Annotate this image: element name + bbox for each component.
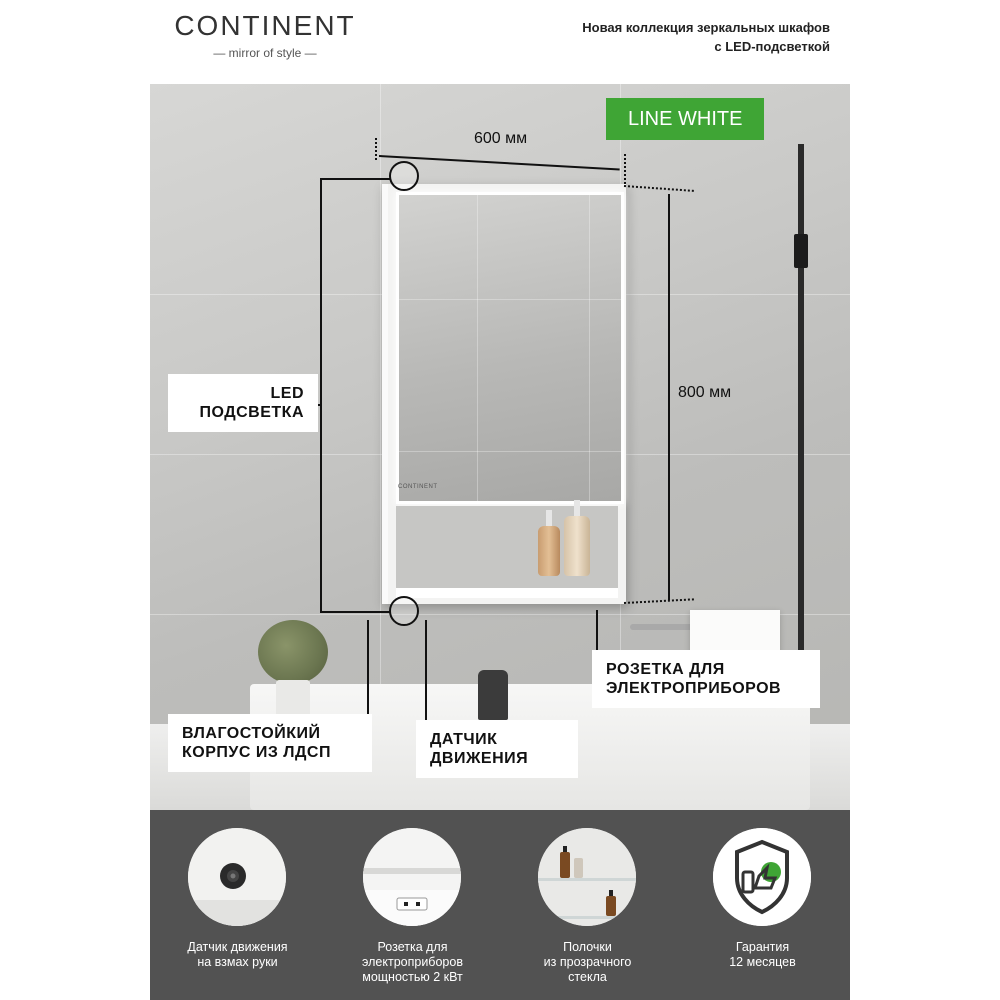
callout-sensor-line-1: ДАТЧИК: [430, 731, 498, 748]
callout-socket-line-1: РОЗЕТКА ДЛЯ: [606, 661, 725, 678]
height-dimension-label: 800 мм: [678, 384, 732, 401]
header: [0, 0, 1000, 84]
leader-line: [320, 178, 322, 612]
power-socket-icon: [363, 828, 461, 926]
bottle-pump: [546, 510, 552, 526]
brand-logo: [170, 10, 360, 60]
motion-sensor-icon: [188, 828, 286, 926]
leader-line: [320, 611, 390, 613]
brand-name: CONTINENT: [174, 10, 356, 41]
dimension-tick: [375, 138, 377, 160]
open-shelf-niche: [396, 506, 618, 594]
tagline-line-1: Новая коллекция зеркальных шкафов: [582, 20, 830, 35]
width-dimension-label: 600 мм: [474, 130, 528, 147]
feature-power-socket: [325, 818, 500, 1000]
feature-label: Полочки из прозрачного стекла: [543, 940, 632, 984]
bottle: [564, 516, 590, 576]
shower-glass-frame: [798, 144, 804, 704]
leader-line: [320, 178, 390, 180]
brand-tagline: — mirror of style —: [213, 46, 317, 60]
callout-body-line-1: ВЛАГОСТОЙКИЙ: [182, 725, 321, 742]
callout-body-line-2: КОРПУС ИЗ ЛДСП: [182, 744, 331, 761]
dimension-tick: [624, 598, 694, 604]
dimension-tick: [624, 154, 626, 184]
bottle: [538, 526, 560, 576]
callout-led-line-1: LED: [270, 385, 304, 402]
model-badge: LINE WHITE: [606, 98, 764, 140]
plant: [258, 620, 328, 684]
warranty-shield-icon: [713, 828, 811, 926]
faucet: [478, 670, 508, 720]
callout-power-socket: [592, 650, 820, 708]
callout-sensor-line-2: ДВИЖЕНИЯ: [430, 750, 529, 767]
leader-line: [425, 620, 427, 720]
callout-socket-line-2: ЭЛЕКТРОПРИБОРОВ: [606, 680, 782, 697]
feature-warranty: [675, 818, 850, 1000]
height-dimension-line: [668, 194, 670, 600]
features-panel: [150, 810, 850, 1000]
feature-glass-shelves: [500, 818, 675, 1000]
tagline-line-2: с LED-подсветкой: [714, 39, 830, 54]
mirror-brand-mark: CONTINENT: [398, 484, 438, 490]
shower-handle: [794, 234, 808, 268]
callout-motion-sensor: [416, 720, 578, 778]
dimension-tick: [624, 185, 694, 192]
wall-tile-seam: [380, 84, 381, 694]
feature-label: Розетка для электроприборов мощностью 2 кВт: [362, 940, 463, 984]
leader-line: [367, 620, 369, 714]
leader-line: [596, 610, 598, 654]
mirror-cabinet: [382, 184, 626, 604]
glass-shelves-icon: [538, 828, 636, 926]
feature-label: Датчик движения на взмах руки: [187, 940, 288, 969]
callout-led-line-2: ПОДСВЕТКА: [199, 404, 304, 421]
sensor-highlight-circle: [389, 596, 419, 626]
feature-label: Гарантия 12 месяцев: [729, 940, 796, 969]
shelf-board: [396, 588, 618, 598]
collection-tagline: [582, 18, 830, 56]
callout-led-lighting: [168, 374, 318, 432]
bottle-pump: [574, 500, 580, 516]
product-hero-image: [150, 84, 850, 810]
callout-moisture-resistant-body: [168, 714, 372, 772]
led-highlight-circle: [389, 161, 419, 191]
mirror-door: [396, 192, 624, 504]
cabinet-side-panel: [382, 184, 388, 604]
feature-motion-sensor: [150, 818, 325, 1000]
